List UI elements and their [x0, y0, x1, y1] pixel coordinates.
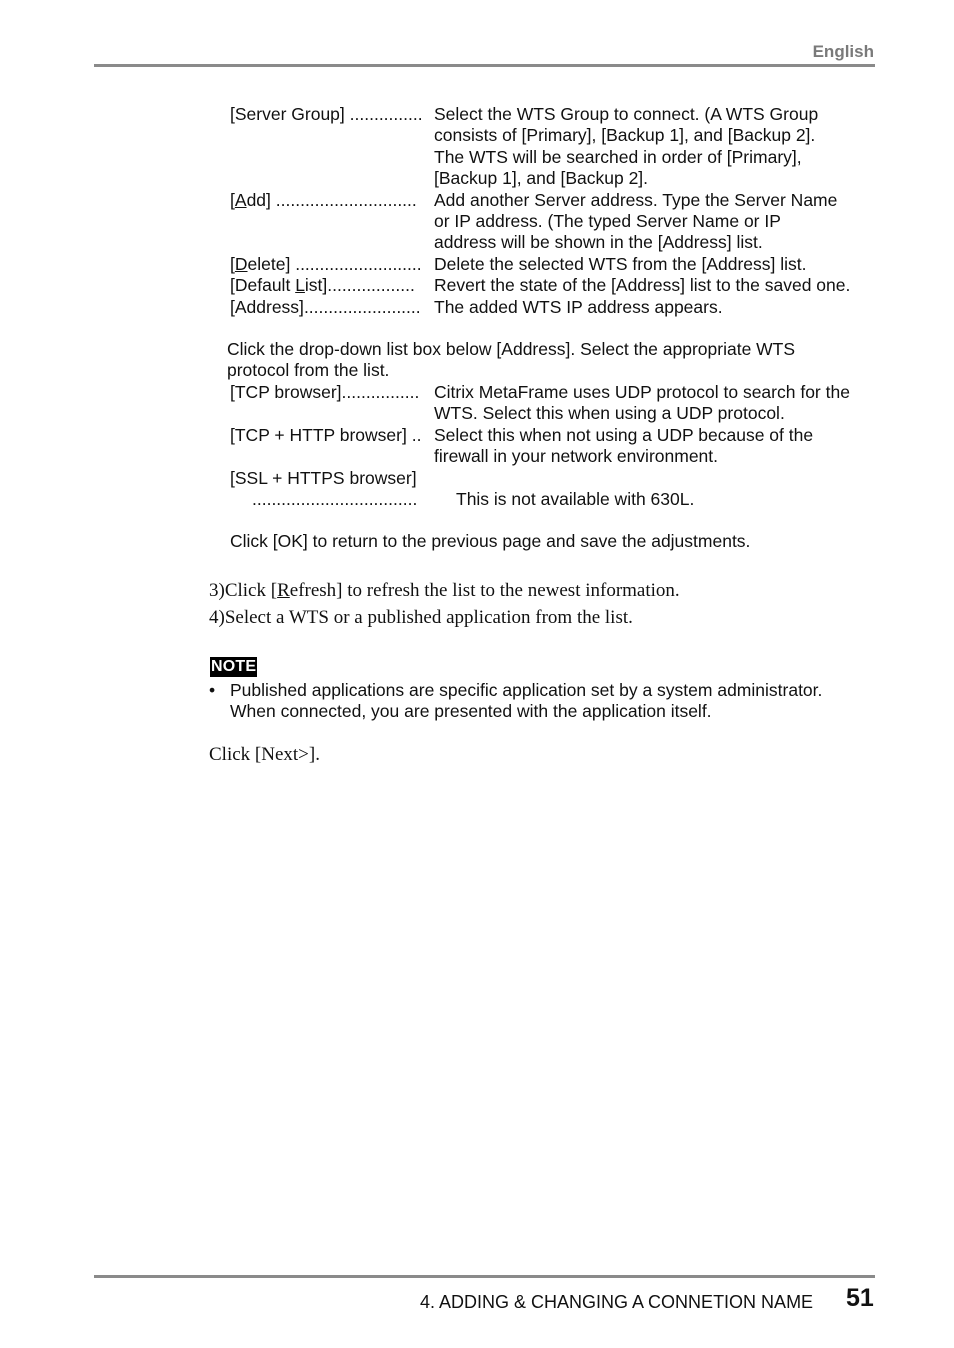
term-dots: .................................. — [252, 489, 418, 510]
term-dots: .................. — [327, 275, 415, 296]
definition-tcp-browser — [230, 382, 880, 425]
step-3 — [209, 580, 680, 602]
term-underlined-key: D — [234, 253, 248, 274]
description-line: Add another Server address. Type the Server Name — [434, 189, 838, 210]
definition-list-settings — [230, 104, 880, 318]
description-line: Select this when not using a UDP because of the — [434, 424, 814, 445]
step-4: 4)Select a WTS or a published application from the list. — [209, 607, 633, 628]
bullet-icon: • — [209, 680, 216, 700]
definition-add — [230, 190, 880, 254]
definition-tcp-http-browser — [230, 425, 880, 468]
note-badge: NOTE — [211, 658, 257, 675]
term-label: [TCP + HTTP browser] — [230, 424, 412, 445]
term-dots: ................ — [341, 382, 420, 402]
protocol-intro-paragraph — [227, 339, 867, 382]
description-line: Select the WTS Group to connect. (A WTS Group — [434, 104, 819, 124]
term-label: [SSL + HTTPS browser] — [230, 467, 417, 488]
term-label: [Address] — [230, 296, 304, 317]
paragraph-line: Click the drop-down list box below [Address]. Select the appropriate WTS — [227, 339, 796, 359]
note-bullet-item — [209, 680, 869, 723]
definition-list-protocols — [230, 382, 880, 510]
step-text-rest: efresh] to refresh the list to the newest information. — [289, 580, 680, 601]
header-rule — [94, 64, 875, 67]
page-number: 51 — [846, 1284, 874, 1312]
term-label: [Default — [230, 275, 296, 296]
term-label-rest: elete] — [247, 253, 296, 274]
header-language: English — [812, 42, 874, 61]
term-label-rest: ist] — [304, 275, 328, 296]
definition-server-group — [230, 104, 880, 190]
term-underlined-key: L — [295, 275, 305, 296]
note-line: When connected, you are presented with the application itself. — [230, 701, 712, 722]
term-dots: ............................. — [275, 189, 417, 210]
term-label: [ — [230, 253, 235, 274]
paragraph-line: protocol from the list. — [227, 360, 390, 381]
term-dots: ............... — [349, 104, 423, 124]
term-dots: ........................ — [303, 296, 421, 317]
description-line: The WTS will be searched in order of [Primary], — [434, 146, 802, 167]
footer-rule — [94, 1275, 875, 1278]
definition-default-list — [230, 275, 880, 296]
note-line: Published applications are specific application set by a system administrator. — [230, 680, 823, 700]
description-line: or IP address. (The typed Server Name or IP — [434, 211, 781, 232]
step-underlined-key: R — [277, 580, 290, 601]
description-line: [Backup 1], and [Backup 2]. — [434, 168, 649, 189]
description-line: consists of [Primary], [Backup 1], and [Backup 2]. — [434, 125, 816, 146]
term-label: [TCP browser] — [230, 382, 342, 402]
definition-address — [230, 297, 880, 318]
description-line: This is not available with 630L. — [456, 489, 695, 510]
term-dots: .......................... — [295, 253, 422, 274]
description-line: The added WTS IP address appears. — [434, 296, 723, 317]
term-label: [Server Group] — [230, 104, 350, 124]
definition-delete — [230, 254, 880, 275]
footer-chapter-title: 4. ADDING & CHANGING A CONNETION NAME — [420, 1292, 814, 1312]
ok-instruction: Click [OK] to return to the previous page and save the adjustments. — [230, 531, 751, 551]
term-label-rest: dd] — [246, 189, 276, 210]
description-line: address will be shown in the [Address] list. — [434, 232, 763, 253]
definition-ssl-https-browser — [230, 468, 880, 511]
click-next-instruction: Click [Next>]. — [209, 744, 320, 765]
description-line: WTS. Select this when using a UDP protocol. — [434, 403, 785, 424]
description-line: firewall in your network environment. — [434, 446, 719, 467]
description-line: Revert the state of the [Address] list to the saved one. — [434, 275, 851, 296]
term-underlined-key: A — [234, 189, 247, 210]
description-line: Delete the selected WTS from the [Address] list. — [434, 253, 807, 274]
step-text: 3)Click [ — [209, 580, 278, 601]
term-dots: .. — [411, 424, 422, 445]
description-line: Citrix MetaFrame uses UDP protocol to search for the — [434, 382, 850, 402]
term-label: [ — [230, 189, 235, 210]
